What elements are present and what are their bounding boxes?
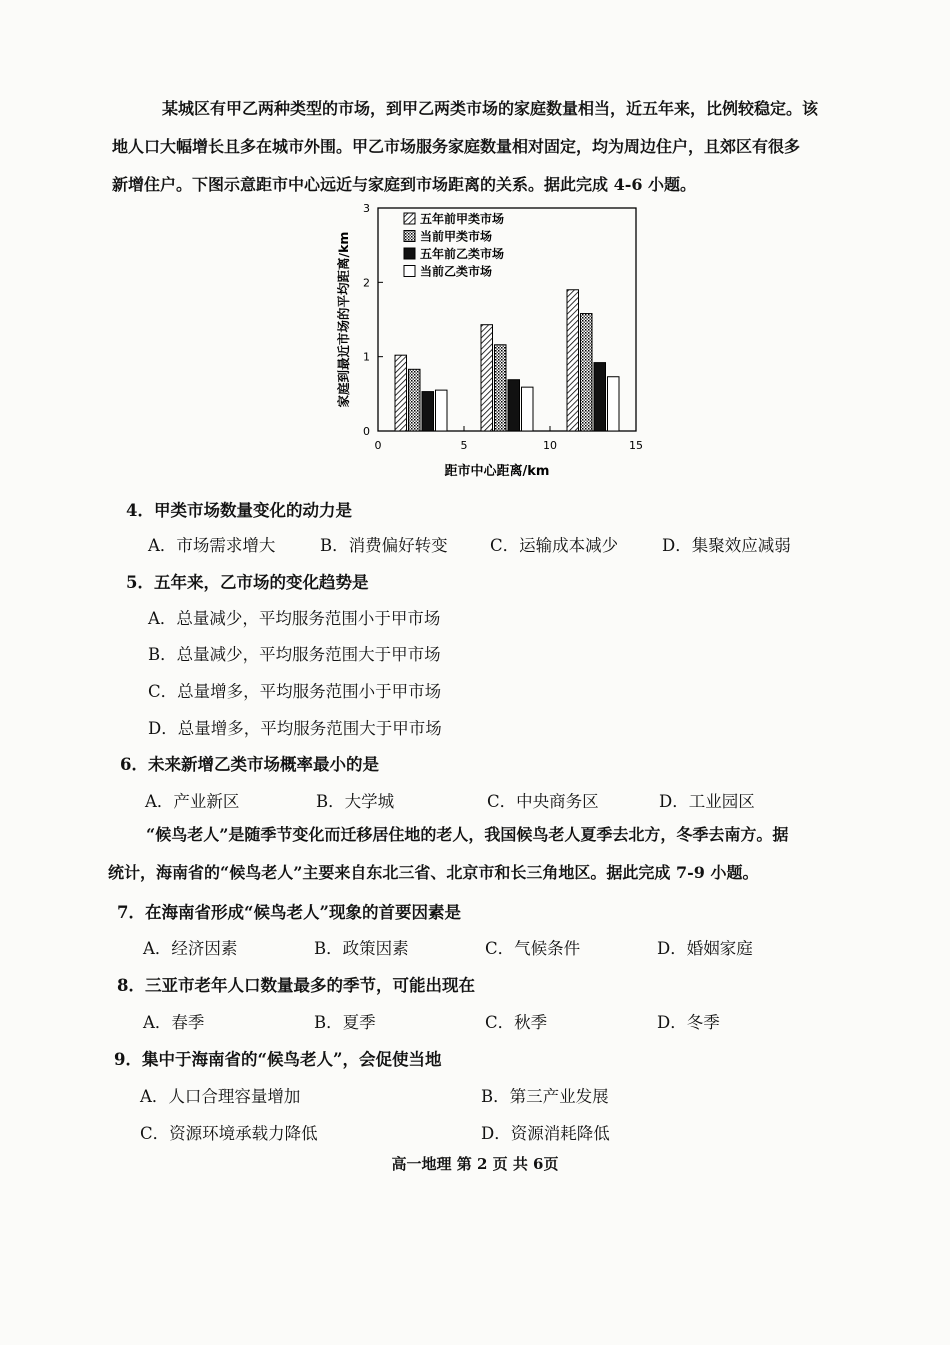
intro-1-line-1: 某城区有甲乙两种类型的市场，到甲乙两类市场的家庭数量相当，近五年来，比例较稳定。该 — [162, 99, 819, 118]
x-tick-label: 0 — [374, 439, 382, 452]
intro-2-line-2: 统计，海南省的“候鸟老人”主要来自东北三省、北京市和长三角地区。据此完成 7-9 小题。 — [108, 863, 759, 882]
y-axis-label: 家庭到最近市场的平均距离/km — [336, 231, 351, 408]
q6-option-a[interactable]: A．产业新区 — [145, 792, 240, 811]
intro-paragraph-1 — [112, 90, 862, 204]
y-tick-label: 0 — [363, 425, 370, 438]
legend-swatch — [404, 231, 415, 242]
bar — [409, 369, 421, 431]
q8-option-c[interactable]: C．秋季 — [485, 1013, 548, 1032]
bar — [436, 390, 448, 431]
q5-option-c[interactable]: C．总量增多，平均服务范围小于甲市场 — [148, 682, 442, 701]
x-tick-label: 10 — [543, 439, 557, 452]
q8-option-d[interactable]: D．冬季 — [657, 1013, 720, 1032]
q4-option-d[interactable]: D．集聚效应减弱 — [662, 536, 791, 555]
y-tick-label: 1 — [363, 350, 370, 364]
question-6: 6．未来新增乙类市场概率最小的是 — [120, 755, 379, 774]
bar — [608, 377, 620, 431]
bar — [481, 325, 493, 431]
q9-option-d[interactable]: D．资源消耗降低 — [481, 1124, 610, 1143]
q7-option-d[interactable]: D．婚姻家庭 — [657, 939, 753, 958]
bar — [395, 355, 407, 431]
q8-option-a[interactable]: A．春季 — [143, 1013, 205, 1032]
q8-option-b[interactable]: B．夏季 — [314, 1013, 376, 1032]
q5-option-d[interactable]: D．总量增多，平均服务范围大于甲市场 — [148, 719, 442, 738]
bar — [495, 345, 507, 431]
q4-option-a[interactable]: A．市场需求增大 — [148, 536, 276, 555]
legend-swatch — [404, 213, 415, 224]
page-footer: 高一地理 第 2 页 共 6页 — [391, 1155, 559, 1173]
x-tick-label: 15 — [629, 439, 643, 452]
y-tick-label: 2 — [363, 276, 370, 290]
intro-1-line-2: 地人口大幅增长且多在城市外围。甲乙市场服务家庭数量相对固定，均为周边住户，且郊区有很多 — [112, 137, 801, 156]
q6-option-b[interactable]: B．大学城 — [316, 792, 395, 811]
question-8: 8．三亚市老年人口数量最多的季节，可能出现在 — [117, 976, 475, 995]
question-4: 4．甲类市场数量变化的动力是 — [126, 501, 352, 520]
q6-option-d[interactable]: D．工业园区 — [659, 792, 755, 811]
q5-option-b[interactable]: B．总量减少，平均服务范围大于甲市场 — [148, 645, 441, 664]
bar — [508, 380, 520, 431]
y-tick-label: 3 — [363, 202, 370, 215]
legend-label: 五年前甲类市场 — [420, 212, 505, 226]
bar — [422, 392, 434, 431]
q9-option-b[interactable]: B．第三产业发展 — [481, 1087, 609, 1106]
intro-paragraph-2 — [108, 816, 868, 892]
q9-option-a[interactable]: A．人口合理容量增加 — [140, 1087, 301, 1106]
legend-label: 当前乙类市场 — [420, 264, 493, 279]
q9-option-c[interactable]: C．资源环境承载力降低 — [140, 1124, 318, 1143]
question-5: 5．五年来，乙市场的变化趋势是 — [126, 573, 369, 592]
x-tick-label: 5 — [460, 439, 468, 452]
legend-label: 五年前乙类市场 — [420, 247, 505, 261]
bar — [522, 387, 534, 431]
q6-option-c[interactable]: C．中央商务区 — [487, 792, 599, 811]
bar — [594, 363, 606, 431]
bar — [581, 314, 593, 431]
q5-option-a[interactable]: A．总量减少，平均服务范围小于甲市场 — [148, 609, 441, 628]
question-7: 7．在海南省形成“候鸟老人”现象的首要因素是 — [117, 903, 461, 922]
legend-swatch — [404, 266, 415, 277]
intro-1-line-3: 新增住户。下图示意距市中心远近与家庭到市场距离的关系。据此完成 4-6 小题。 — [112, 175, 697, 194]
q4-option-b[interactable]: B．消费偏好转变 — [320, 536, 448, 555]
legend-label: 当前甲类市场 — [420, 229, 493, 244]
q7-option-a[interactable]: A．经济因素 — [143, 939, 238, 958]
x-axis-label: 距市中心距离/km — [444, 464, 550, 479]
intro-2-line-1: “候鸟老人”是随季节变化而迁移居住地的老人，我国候鸟老人夏季去北方，冬季去南方。据 — [146, 825, 789, 844]
bar — [567, 290, 579, 431]
bar-chart — [330, 200, 660, 485]
question-9: 9．集中于海南省的“候鸟老人”，会促使当地 — [114, 1050, 442, 1069]
q4-option-c[interactable]: C．运输成本减少 — [490, 536, 619, 555]
q7-option-c[interactable]: C．气候条件 — [485, 939, 581, 958]
q7-option-b[interactable]: B．政策因素 — [314, 939, 409, 958]
legend-swatch — [404, 248, 415, 259]
